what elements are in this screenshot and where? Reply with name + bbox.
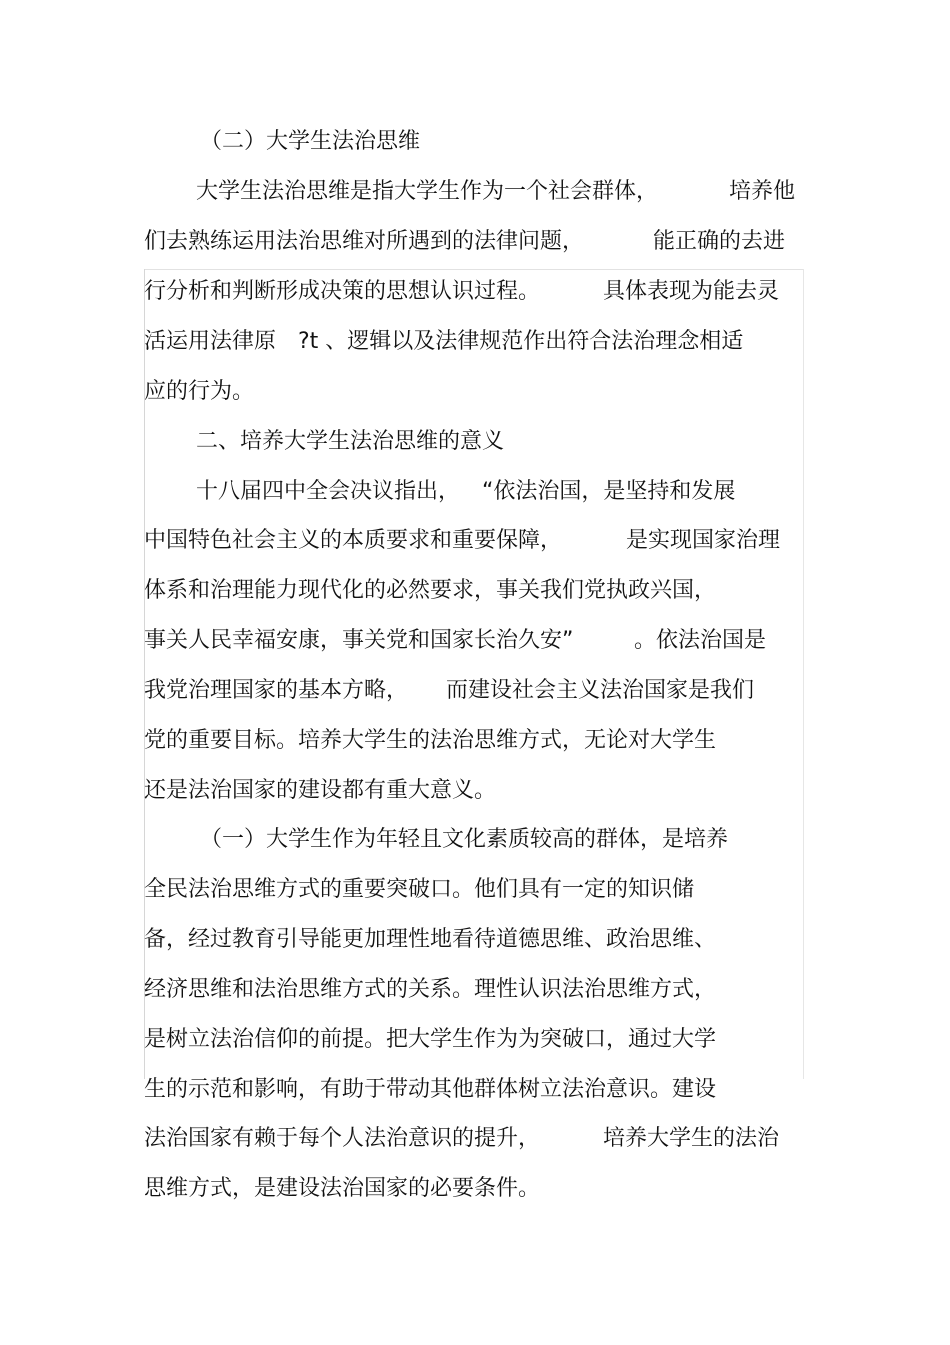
- text-segment: ?t 、逻辑以及法律规范作出符合法治理念相适: [298, 329, 744, 354]
- text-segment: （一）大学生作为年轻且文化素质较高的群体，是培养: [200, 827, 729, 852]
- paragraph-line: [0, 277, 780, 307]
- paragraph-line: [0, 925, 717, 955]
- text-segment: 是实现国家治理: [626, 528, 781, 553]
- text-segment: 二、培养大学生法治思维的意义: [196, 429, 505, 454]
- text-segment: 党的重要目标。培养大学生的法治思维方式，无论对大学生: [144, 728, 717, 753]
- text-segment: 大学生法治思维是指大学生作为一个社会群体，: [196, 179, 659, 204]
- paragraph-line: [0, 726, 717, 756]
- paragraph-line: [0, 626, 767, 656]
- text-segment: 法治国家有赖于每个人法治意识的提升，: [144, 1126, 541, 1151]
- paragraph-line: [0, 975, 717, 1005]
- text-segment: 生的示范和影响，有助于带动其他群体树立法治意识。建设: [144, 1077, 717, 1102]
- text-segment: 应的行为。: [144, 379, 255, 404]
- text-segment: 是树立法治信仰的前提。把大学生作为为突破口，通过大学: [144, 1027, 717, 1052]
- paragraph-line: [0, 1174, 541, 1204]
- text-segment: 还是法治国家的建设都有重大意义。: [144, 778, 497, 803]
- text-segment: 体系和治理能力现代化的必然要求，事关我们党执政兴国，: [144, 578, 717, 603]
- text-segment: 而建设社会主义法治国家是我们: [446, 678, 755, 703]
- paragraph-line: [0, 227, 786, 257]
- paragraph-line: [0, 776, 497, 806]
- text-segment: （二）大学生法治思维: [200, 129, 421, 154]
- paragraph-line: [0, 177, 796, 207]
- text-segment: 。依法治国是: [634, 628, 767, 653]
- subsection-heading-2: [0, 127, 421, 157]
- text-segment: 具体表现为能去灵: [603, 279, 780, 304]
- paragraph-line: [0, 1124, 780, 1154]
- text-segment: 事关人民幸福安康，事关党和国家长治久安”: [144, 628, 574, 653]
- paragraph-line: [0, 377, 255, 407]
- text-segment: 全民法治思维方式的重要突破口。他们具有一定的知识储: [144, 877, 695, 902]
- text-segment: 行分析和判断形成决策的思想认识过程。: [144, 279, 541, 304]
- text-segment: 们去熟练运用法治思维对所遇到的法律问题，: [144, 229, 585, 254]
- paragraph-line: [0, 825, 729, 855]
- text-segment: 培养他: [729, 179, 796, 204]
- paragraph-line: [0, 1075, 717, 1105]
- text-segment: 活运用法律原: [144, 329, 277, 354]
- scan-frame-right-border: [803, 269, 804, 1079]
- text-segment: 思维方式，是建设法治国家的必要条件。: [144, 1176, 541, 1201]
- text-segment: 我党治理国家的基本方略，: [144, 678, 409, 703]
- paragraph-line: [0, 576, 717, 606]
- text-segment: 能正确的去进: [653, 229, 786, 254]
- section-heading-2: [0, 427, 505, 457]
- text-segment: 培养大学生的法治: [603, 1126, 780, 1151]
- paragraph-line: [0, 477, 736, 507]
- scan-frame-top-border: [144, 269, 804, 270]
- text-segment: 备，经过教育引导能更加理性地看待道德思维、政治思维、: [144, 927, 717, 952]
- text-segment: 十八届四中全会决议指出，: [196, 479, 461, 504]
- text-segment: “依法治国，是坚持和发展: [482, 479, 736, 504]
- paragraph-line: [0, 526, 781, 556]
- text-segment: 经济思维和法治思维方式的关系。理性认识法治思维方式，: [144, 977, 717, 1002]
- paragraph-line: [0, 1025, 717, 1055]
- text-segment: 中国特色社会主义的本质要求和重要保障，: [144, 528, 563, 553]
- paragraph-line: [0, 676, 755, 706]
- paragraph-line: [0, 875, 695, 905]
- paragraph-line: [0, 327, 744, 357]
